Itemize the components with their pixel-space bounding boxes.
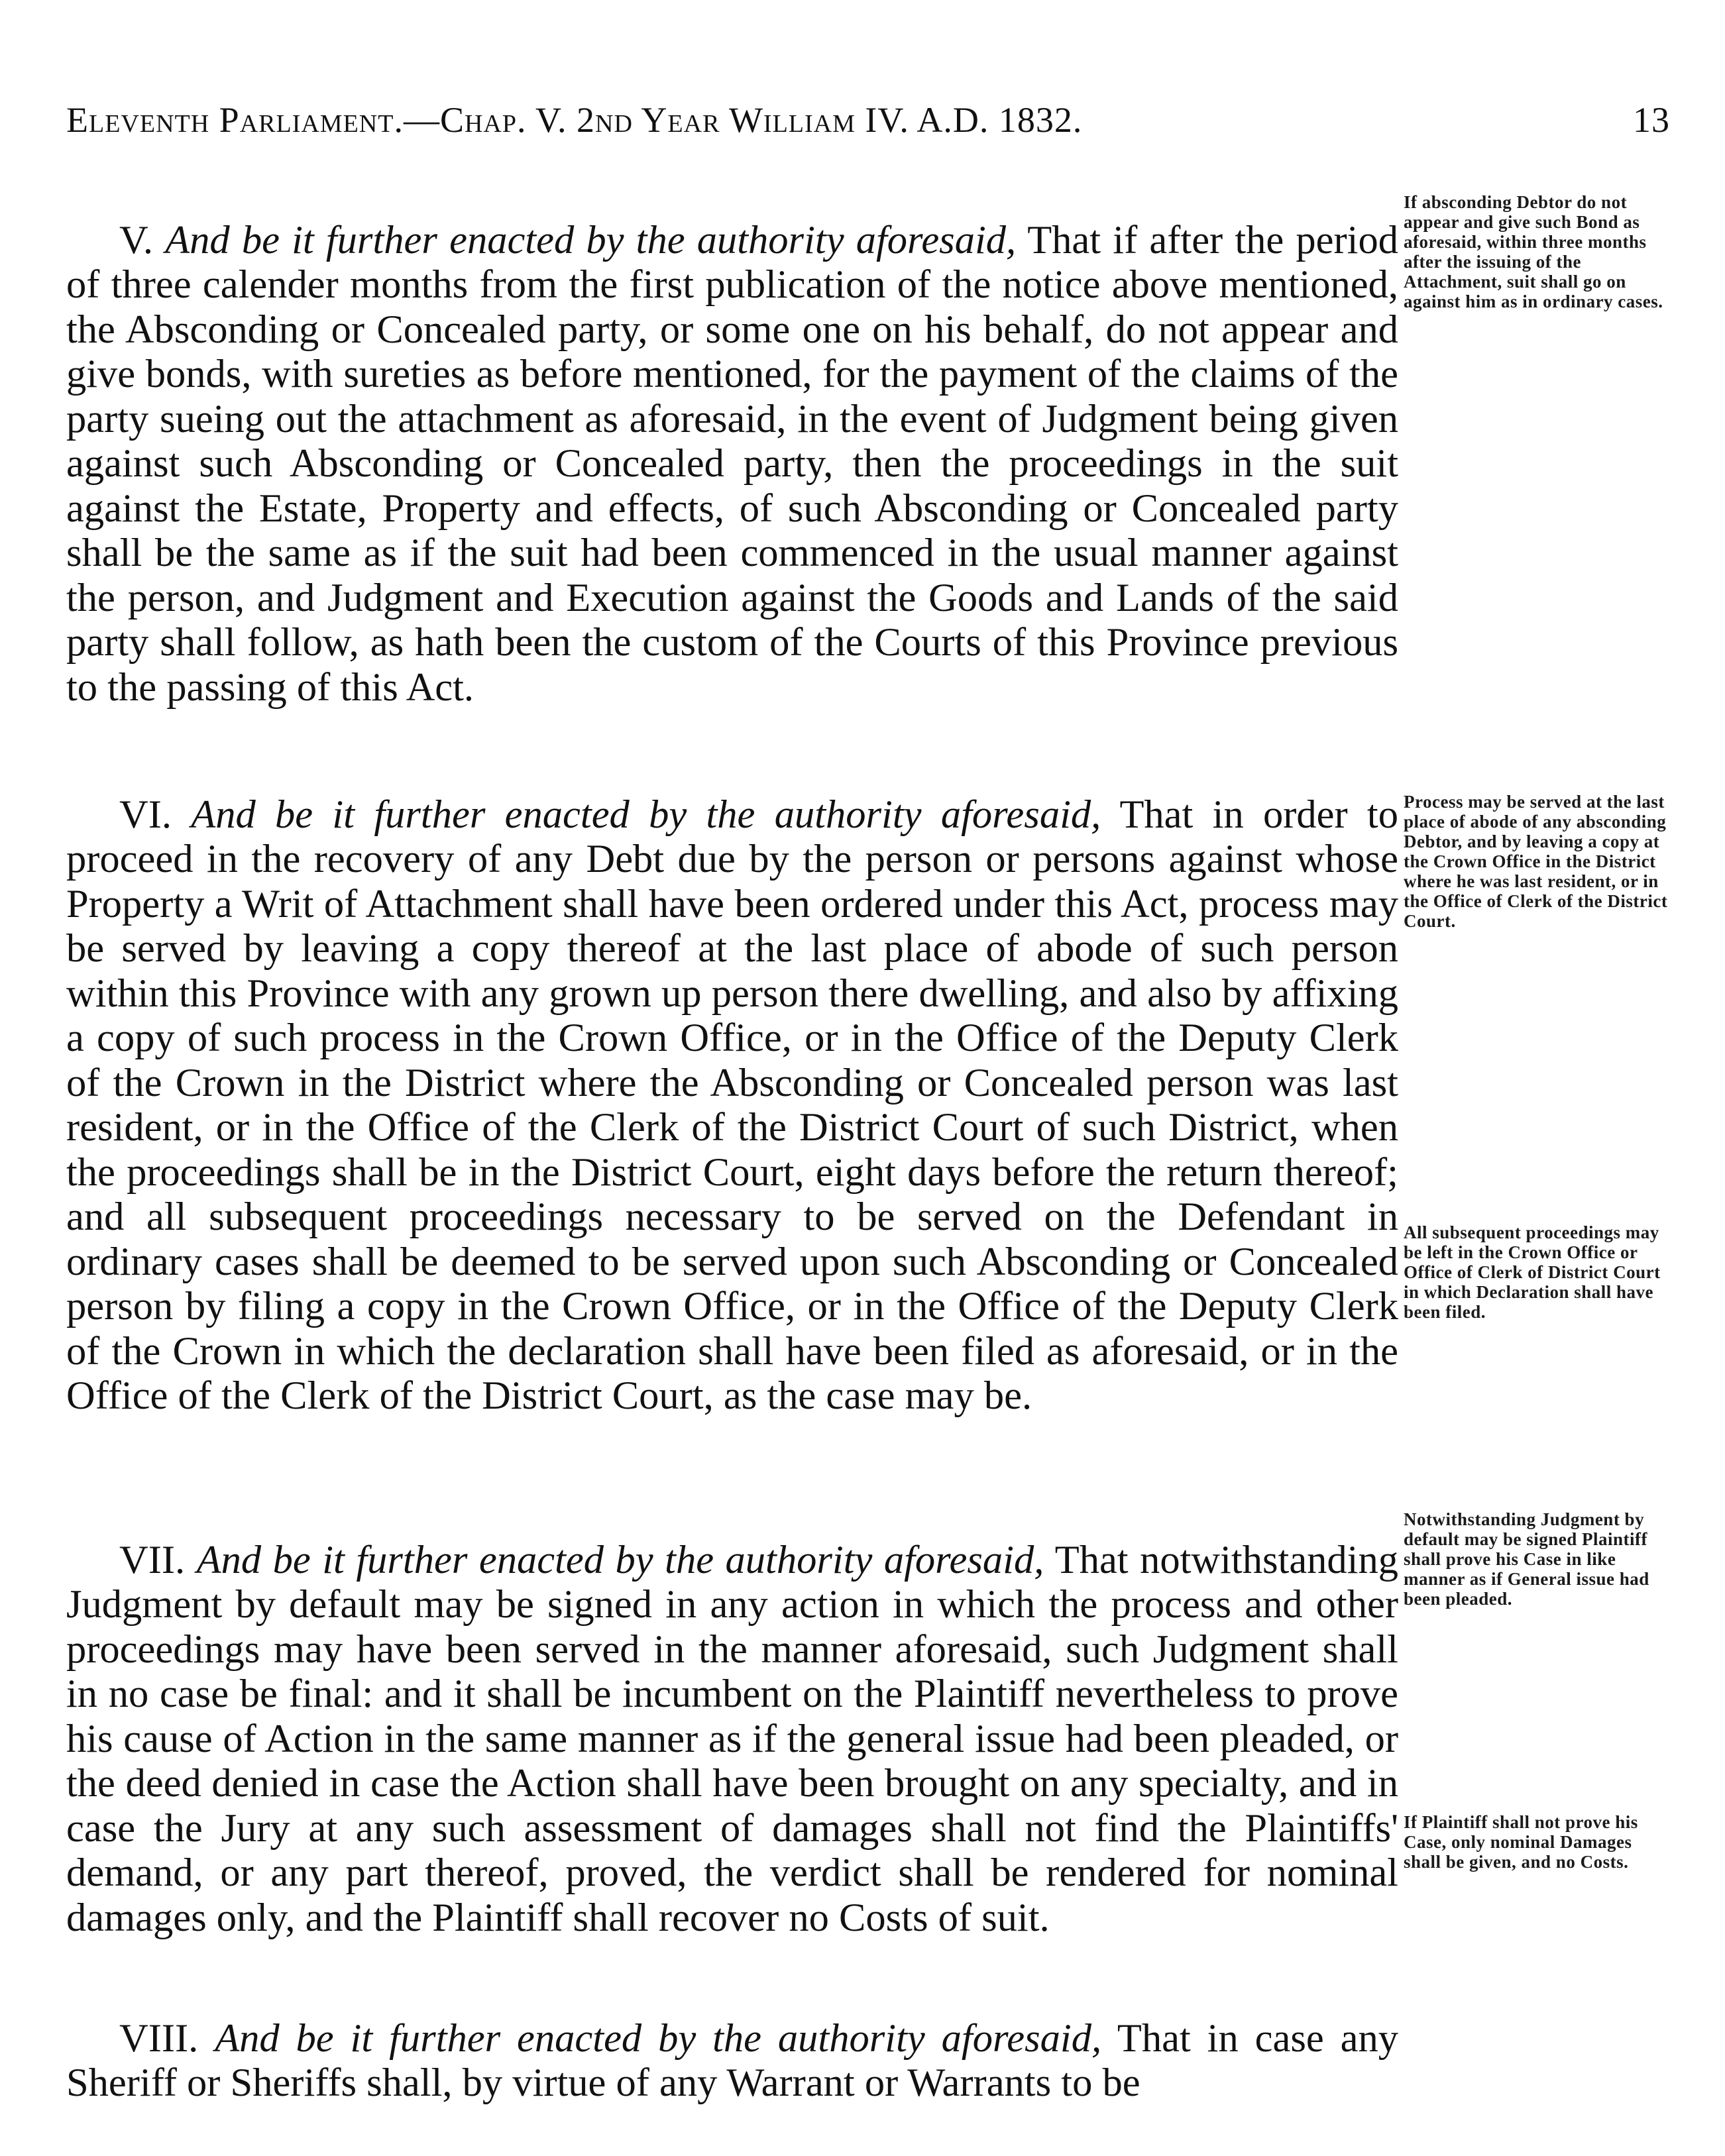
enacting-formula: And be it further enacted by the authority aforesaid, [196,1537,1044,1582]
marginal-note-vii-costs: If Plaintiff shall not prove his Case, only nominal Damages shall be given, and no Costs. [1404,1812,1638,1872]
marginal-note-v: If absconding Debtor do not appear and give such Bond as aforesaid, within three months after the issuing of the Attachment, suit shall go on against him as in ordinary cases. [1404,192,1663,311]
page-number: 13 [1633,100,1670,140]
section-number: VI. [119,792,172,837]
marginal-note-vi-process: Process may be served at the last place of abode of any absconding Debtor, and by leaving a copy at the Crown Office in the District where he was last resident, or in the Office of Clerk of the District Court. [1404,792,1668,931]
enacting-formula: And be it further enacted by the authority aforesaid, [165,217,1017,262]
section-text: That if after the period of three calender months from the first publication of the notice above mentioned, the Absconding or Concealed party, or some one on his behalf, do not appear and give bonds, with sureties as before mentioned, for the payment of the claims of the party sueing out the attachment as aforesaid, in the event of Judgment being given against such Absconding or Concealed party, then the proceedings in the suit against the Estate, Property and effects, of such Absconding or Concealed party shall be the same as if the suit had been commenced in the usual manner against the person, and Judgment and Execution against the Goods and Lands of the said party shall follow, as hath been the custom of the Courts of this Province previous to the passing of this Act. [66,217,1398,710]
section-text: That in case any Sheriff or Sheriffs shall, by virtue of any Warrant or Warrants to be [66,2016,1398,2105]
section-v [66,218,1398,710]
marginal-note-vi-subsequent: All subsequent proceedings may be left in the Crown Office or Office of Clerk of District Court in which Declaration shall have been filed. [1404,1222,1661,1322]
enacting-formula: And be it further enacted by the authority aforesaid, [191,792,1101,837]
section-text: That notwithstanding Judgment by default may be signed in any action in which the process and other proceedings may have been served in the manner aforesaid, such Judgment shall in no case be final: and it shall be incumbent on the Plaintiff nevertheless to prove his cause of Action in the same manner as if the general issue had been pleaded, or the deed denied in case the Action shall have been brought on any specialty, and in case the Jury at any such assessment of damages shall not find the Plaintiffs' demand, or any part thereof, proved, the verdict shall be rendered for nominal damages only, and the Plaintiff shall recover no Costs of suit. [66,1537,1398,1940]
section-number: VII. [119,1537,186,1582]
section-vii [66,1538,1398,1941]
section-number: V. [119,217,154,262]
section-vi [66,792,1398,1419]
page-header [66,99,1670,152]
section-number: VIII. [119,2016,199,2061]
marginal-note-vii-default: Notwithstanding Judgment by default may be signed Plaintiff shall prove his Case in like manner as if General issue had been pleaded. [1404,1509,1649,1609]
section-viii [66,2016,1398,2106]
enacting-formula: And be it further enacted by the authority aforesaid, [215,2016,1102,2061]
section-text: That in order to proceed in the recovery of any Debt due by the person or persons against whose Property a Writ of Attachment shall have been ordered under this Act, process may be served by leaving a copy thereof at the last place of abode of such person within this Province with any grown up person there dwelling, and also by affixing a copy of such process in the Crown Office, or in the Office of the Deputy Clerk of the Crown in the District where the Absconding or Concealed person was last resident, or in the Office of the Clerk of the District Court of such District, when the proceedings shall be in the District Court, eight days before the return thereof; and all subsequent proceedings necessary to be served on the Defendant in ordinary cases shall be deemed to be served upon such Absconding or Concealed person by filing a copy in the Crown Office, or in the Office of the Deputy Clerk of the Crown in which the declaration shall have been filed as aforesaid, or in the Office of the Clerk of the District Court, as the case may be. [66,792,1398,1418]
running-title: Eleventh Parliament.—Chap. V. 2nd Year William IV. A.D. 1832. [66,100,1083,140]
